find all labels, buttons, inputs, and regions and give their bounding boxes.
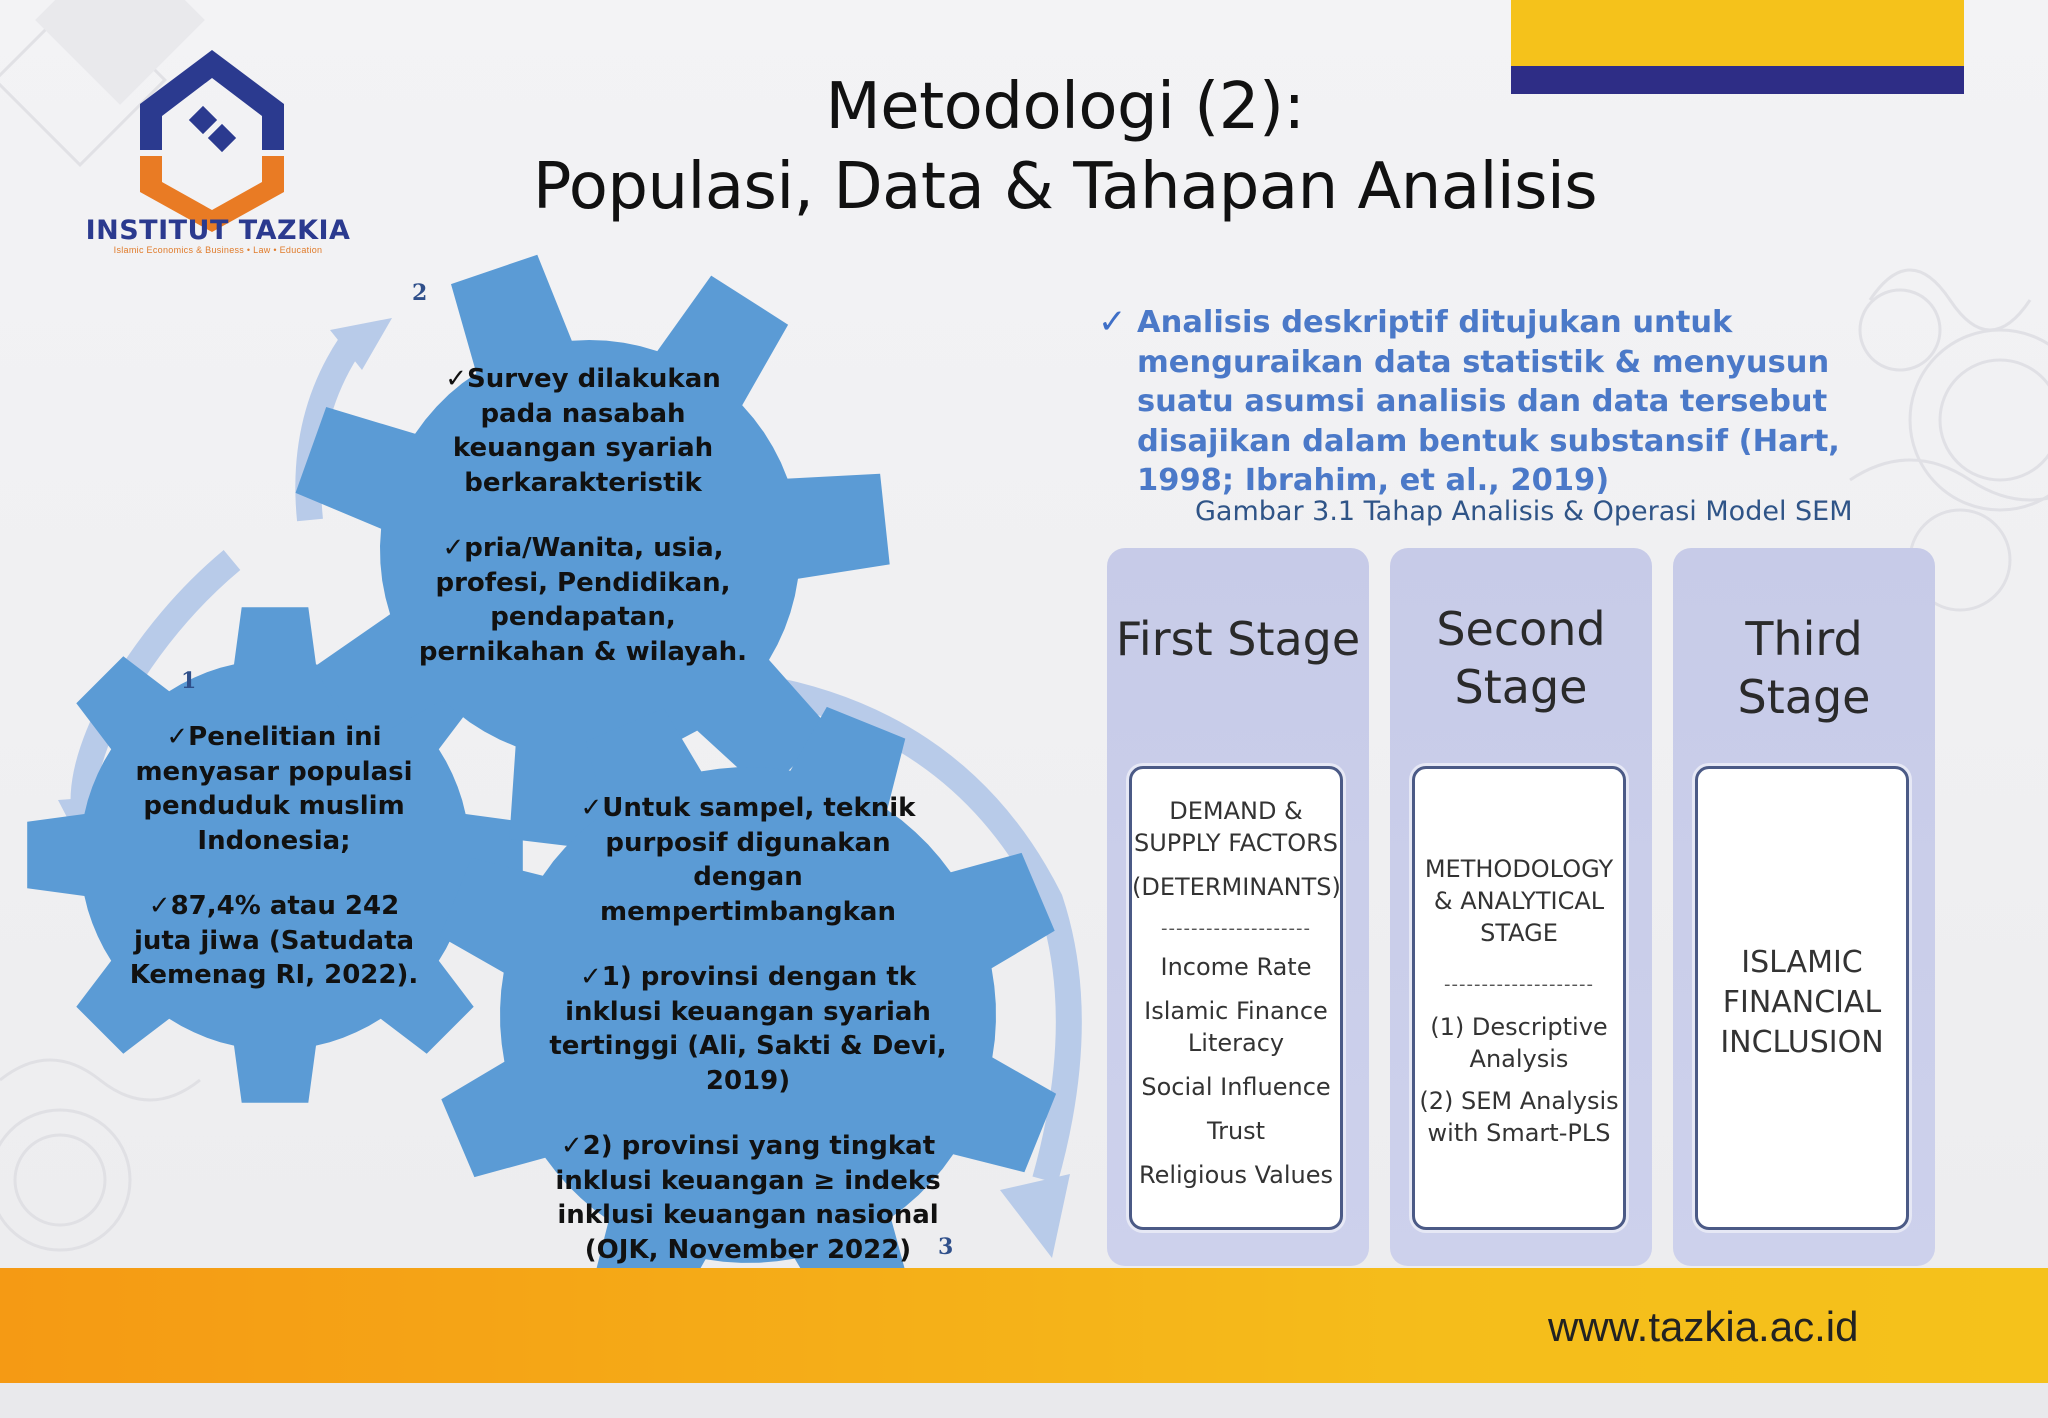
checkmark-icon: ✓ bbox=[1098, 303, 1127, 341]
gear-2-text bbox=[418, 362, 748, 669]
gear-line: ✓1) provinsi dengan tk bbox=[579, 962, 917, 992]
gear-line: profesi, Pendidikan, bbox=[435, 567, 731, 598]
gear-line: keuangan syariah bbox=[452, 433, 714, 463]
stage-box bbox=[1695, 766, 1909, 1230]
box-line: Trust bbox=[1206, 1117, 1266, 1145]
gear-line: penduduk muslim bbox=[143, 791, 405, 821]
gear-line: (OJK, November 2022) bbox=[584, 1234, 912, 1265]
gear-line: juta jiwa (Satudata bbox=[133, 925, 415, 956]
box-separator: -------------------- bbox=[1161, 918, 1311, 939]
box-line: INCLUSION bbox=[1720, 1025, 1884, 1060]
logo-tagline: Islamic Economics & Business • Law • Education bbox=[113, 245, 323, 255]
gear-line: pada nasabah bbox=[480, 398, 686, 429]
website-link[interactable]: www.tazkia.ac.id bbox=[1548, 1303, 1859, 1350]
box-line: FINANCIAL bbox=[1722, 985, 1882, 1020]
stage-title bbox=[1673, 610, 1935, 726]
box-line: ISLAMIC bbox=[1741, 945, 1863, 980]
stage-panel-third bbox=[1673, 548, 1935, 1266]
footer-strip bbox=[0, 1383, 2048, 1418]
box-line: with Smart-PLS bbox=[1427, 1119, 1611, 1147]
gear-line: inklusi keuangan syariah bbox=[565, 996, 931, 1027]
stage-title-line: Third Stage bbox=[1737, 612, 1871, 724]
stage-panel-second bbox=[1390, 548, 1652, 1266]
step-number: 3 bbox=[938, 1234, 954, 1260]
box-line: Islamic Finance bbox=[1144, 997, 1328, 1025]
gear-line: tertinggi (Ali, Sakti & Devi, bbox=[549, 1031, 947, 1061]
gear-line bbox=[548, 1098, 948, 1129]
logo-wordmark: INSTITUT TAZKIA bbox=[85, 215, 351, 246]
box-line: & ANALYTICAL bbox=[1433, 887, 1605, 915]
gear-line: ✓pria/Wanita, usia, bbox=[442, 533, 724, 563]
gear-line bbox=[548, 929, 948, 960]
box-line: DEMAND & bbox=[1169, 797, 1303, 825]
box-line: STAGE bbox=[1480, 919, 1558, 947]
box-line: (2) SEM Analysis bbox=[1419, 1087, 1619, 1115]
box-line: Analysis bbox=[1469, 1045, 1569, 1073]
gear-line: berkarakteristik bbox=[464, 467, 702, 498]
gear-line: pendapatan, bbox=[490, 602, 676, 632]
slide-title-line-1: Metodologi (2): bbox=[825, 70, 1305, 144]
stage-title-line: Stage bbox=[1454, 660, 1588, 714]
box-separator: -------------------- bbox=[1444, 974, 1594, 995]
gear-3-text bbox=[548, 791, 948, 1267]
gear-line: inklusi keuangan ≥ indeks bbox=[555, 1165, 941, 1196]
gear-line bbox=[418, 500, 748, 531]
step-number: 2 bbox=[412, 280, 428, 306]
gear-line: menyasar populasi bbox=[135, 756, 413, 787]
box-line: METHODOLOGY bbox=[1424, 855, 1614, 883]
gear-line: ✓Untuk sampel, teknik bbox=[580, 793, 916, 823]
gear-line: pernikahan & wilayah. bbox=[418, 636, 748, 667]
step-number: 1 bbox=[181, 668, 197, 694]
box-line: (1) Descriptive bbox=[1430, 1013, 1608, 1041]
top-accent-bar-yellow bbox=[1511, 0, 1964, 66]
gear-line: ✓Penelitian ini bbox=[166, 722, 382, 752]
box-line: Literacy bbox=[1187, 1029, 1285, 1057]
stage-panel-first bbox=[1107, 548, 1369, 1266]
stage-title-line: Second bbox=[1436, 602, 1606, 656]
stage-title bbox=[1107, 610, 1369, 668]
slide-title-line-2: Populasi, Data & Tahapan Analisis bbox=[532, 150, 1598, 224]
gear-line: Kemenag RI, 2022). bbox=[129, 960, 419, 990]
gear-line bbox=[124, 858, 424, 889]
gear-line: mempertimbangkan bbox=[600, 896, 896, 927]
stage-box bbox=[1129, 766, 1343, 1230]
gear-line: purposif digunakan dengan bbox=[605, 827, 891, 892]
cycle-arrow-3-head bbox=[1000, 1174, 1070, 1258]
figure-caption: Gambar 3.1 Tahap Analisis & Operasi Model SEM bbox=[1195, 496, 1853, 527]
gear-line: ✓Survey dilakukan bbox=[445, 364, 721, 394]
box-line: Social Influence bbox=[1141, 1073, 1331, 1101]
gear-line: inklusi keuangan nasional bbox=[557, 1200, 939, 1230]
box-line: Income Rate bbox=[1160, 953, 1312, 981]
gear-1-text bbox=[124, 720, 424, 993]
box-line: Religious Values bbox=[1138, 1161, 1334, 1189]
gear-line: ✓2) provinsi yang tingkat bbox=[560, 1131, 936, 1161]
gear-line: ✓87,4% atau 242 bbox=[148, 891, 400, 921]
stage-box bbox=[1412, 766, 1626, 1230]
gear-line: 2019) bbox=[705, 1065, 791, 1096]
box-line: SUPPLY FACTORS bbox=[1133, 829, 1339, 857]
stage-title bbox=[1390, 600, 1652, 716]
gear-line: Indonesia; bbox=[197, 825, 351, 856]
stage-title-line: First Stage bbox=[1115, 612, 1361, 666]
box-line: (DETERMINANTS) bbox=[1132, 873, 1341, 901]
description-paragraph: Analisis deskriptif ditujukan untuk menguraikan data statistik & menyusun suatu asumsi analisis dan data tersebut disajikan dalam bentuk substansif (Hart, 1998; Ibrahim, et al., 2019) bbox=[1137, 305, 1840, 498]
